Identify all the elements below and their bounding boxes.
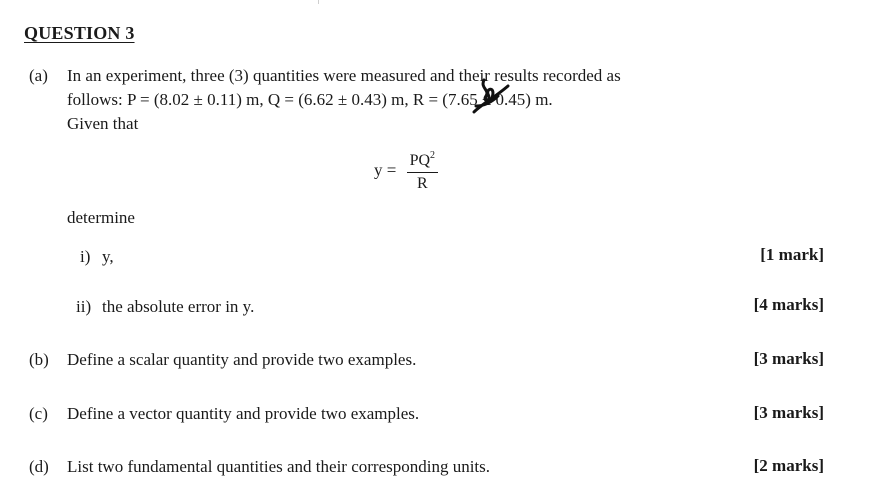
page-edge-mark [318, 0, 319, 4]
equation [374, 150, 438, 193]
question-heading: QUESTION 3 [24, 23, 135, 43]
equation-fraction [407, 150, 438, 193]
part-d-text: List two fundamental quantities and their corresponding units. [67, 457, 491, 476]
sub-ii-marks: [4 marks] [753, 295, 824, 314]
equation-numerator: $PQ^2$ [407, 150, 438, 173]
equation-exponent: 2 [430, 150, 436, 161]
sub-ii-text: the absolute error in y. [102, 297, 255, 316]
sub-ii-label: ii) [76, 297, 92, 316]
part-d-label: (d) [29, 457, 49, 476]
part-a-label: (a) [29, 66, 48, 85]
part-b-marks: [3 marks] [753, 349, 824, 368]
part-c-text: Define a vector quantity and provide two examples. [67, 404, 420, 423]
equation-lhs: y = [374, 160, 397, 180]
part-c-marks: [3 marks] [753, 403, 824, 422]
part-a-line-1: In an experiment, three (3) quantities were measured and their results recorded as [67, 66, 621, 85]
part-b-text: Define a scalar quantity and provide two examples. [67, 350, 417, 369]
determine-text: determine [67, 208, 135, 227]
sub-i-label: i) [80, 247, 91, 266]
part-c-label: (c) [29, 404, 48, 423]
sub-i-marks: [1 mark] [760, 245, 824, 264]
part-d-marks: [2 marks] [753, 456, 824, 475]
handwritten-scribble [468, 76, 516, 116]
sub-i-text: y, [102, 247, 114, 266]
part-b-label: (b) [29, 350, 49, 369]
equation-denominator: R [416, 175, 428, 192]
part-a-line-3: Given that [67, 114, 139, 133]
part-a-line-2: follows: P = (8.02 ± 0.11) m, Q = (6.62 ± 0.43) m, R = (7.65 ± 0.45) m. [67, 90, 553, 109]
